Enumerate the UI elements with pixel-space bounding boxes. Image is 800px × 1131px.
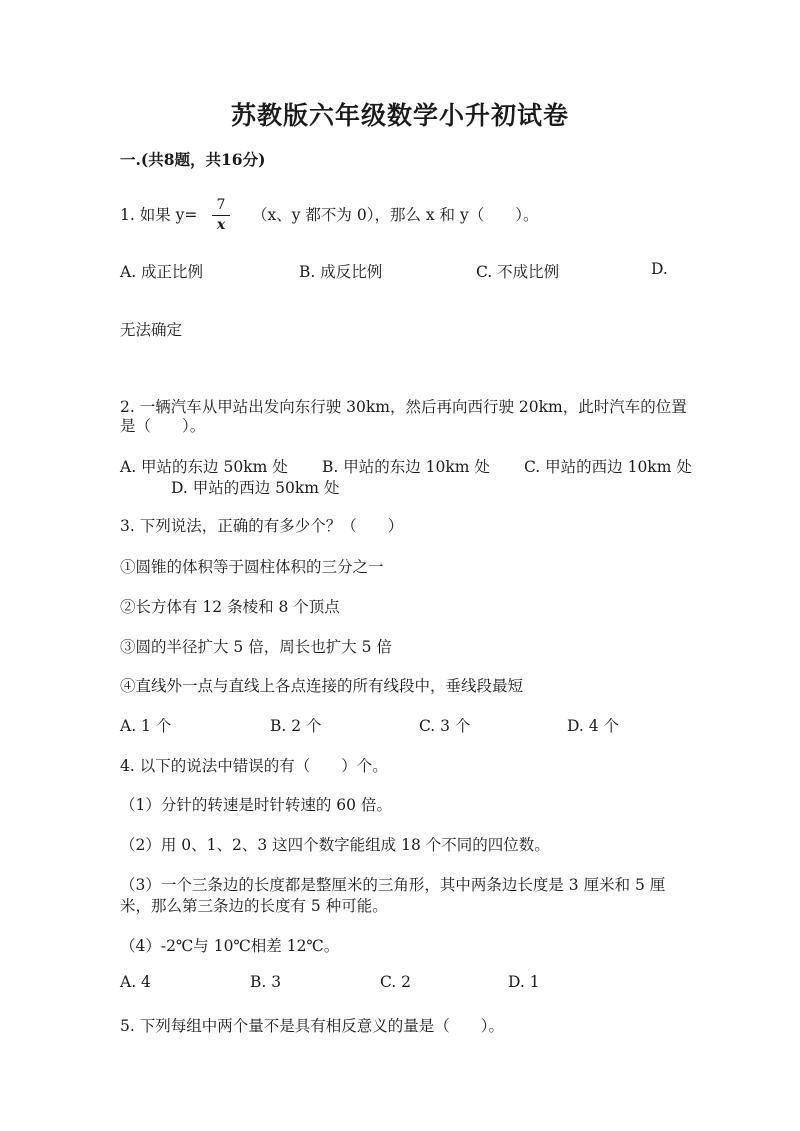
q2-stem-line2: 是（ ）。 bbox=[120, 417, 206, 435]
q1-option-c: C. 不成比例 bbox=[476, 263, 560, 281]
q3-option-d: D. 4 个 bbox=[567, 717, 620, 735]
q4-stem: 4. 以下的说法中错误的有（ ）个。 bbox=[120, 757, 388, 775]
q4-option-c: C. 2 bbox=[380, 973, 412, 991]
q4-option-b: B. 3 bbox=[250, 973, 282, 991]
q1-prefix: 1. 如果 y= bbox=[120, 206, 198, 224]
q1-fraction bbox=[212, 196, 230, 233]
q2-option-d: D. 甲站的西边 50km 处 bbox=[171, 479, 340, 497]
q4-item-1: （1）分针的转速是时针转速的 60 倍。 bbox=[120, 796, 392, 814]
q3-item-2: ②长方体有 12 条棱和 8 个顶点 bbox=[120, 598, 340, 616]
q4-option-d: D. 1 bbox=[508, 973, 540, 991]
q1-option-d: D. bbox=[651, 260, 668, 278]
q1-option-a: A. 成正比例 bbox=[120, 263, 204, 281]
q3-item-1: ①圆锥的体积等于圆柱体积的三分之一 bbox=[120, 558, 384, 576]
q1-fraction-numerator: 7 bbox=[216, 197, 226, 213]
q4-option-a: A. 4 bbox=[120, 973, 151, 991]
q3-option-c: C. 3 个 bbox=[419, 717, 471, 735]
fraction-bar bbox=[212, 215, 230, 216]
q5-stem: 5. 下列每组中两个量不是具有相反意义的量是（ ）。 bbox=[120, 1017, 504, 1035]
q4-item-2: （2）用 0、1、2、3 这四个数字能组成 18 个不同的四位数。 bbox=[120, 836, 550, 854]
q2-option-a: A. 甲站的东边 50km 处 bbox=[120, 458, 288, 476]
section-header: 一.(共8题，共16分) bbox=[120, 150, 266, 169]
q3-stem: 3. 下列说法，正确的有多少个？（ ） bbox=[120, 517, 404, 535]
q2-stem-line1: 2. 一辆汽车从甲站出发向东行驶 30km，然后再向西行驶 20km，此时汽车的位置 bbox=[120, 398, 687, 416]
q1-fraction-denominator: x bbox=[216, 217, 226, 233]
q4-item-3-line1: （3）一个三条边的长度都是整厘米的三角形，其中两条边长度是 3 厘米和 5 厘 bbox=[120, 876, 666, 894]
q4-item-4: （4）-2℃与 10℃相差 12℃。 bbox=[120, 937, 340, 955]
q3-option-b: B. 2 个 bbox=[270, 717, 322, 735]
q2-option-b: B. 甲站的东边 10km 处 bbox=[322, 458, 490, 476]
q4-item-3-line2: 米，那么第三条边的长度有 5 种可能。 bbox=[120, 897, 388, 915]
q3-item-4: ④直线外一点与直线上各点连接的所有线段中，垂线段最短 bbox=[120, 677, 524, 695]
page-title: 苏教版六年级数学小升初试卷 bbox=[230, 101, 569, 130]
q2-option-c: C. 甲站的西边 10km 处 bbox=[524, 458, 692, 476]
q1-option-d-text: 无法确定 bbox=[120, 321, 183, 339]
q1-suffix: （x、y 都不为 0），那么 x 和 y（ ）。 bbox=[252, 206, 539, 224]
q3-item-3: ③圆的半径扩大 5 倍，周长也扩大 5 倍 bbox=[120, 638, 392, 656]
q3-option-a: A. 1 个 bbox=[120, 717, 172, 735]
q1-option-b: B. 成反比例 bbox=[299, 263, 383, 281]
